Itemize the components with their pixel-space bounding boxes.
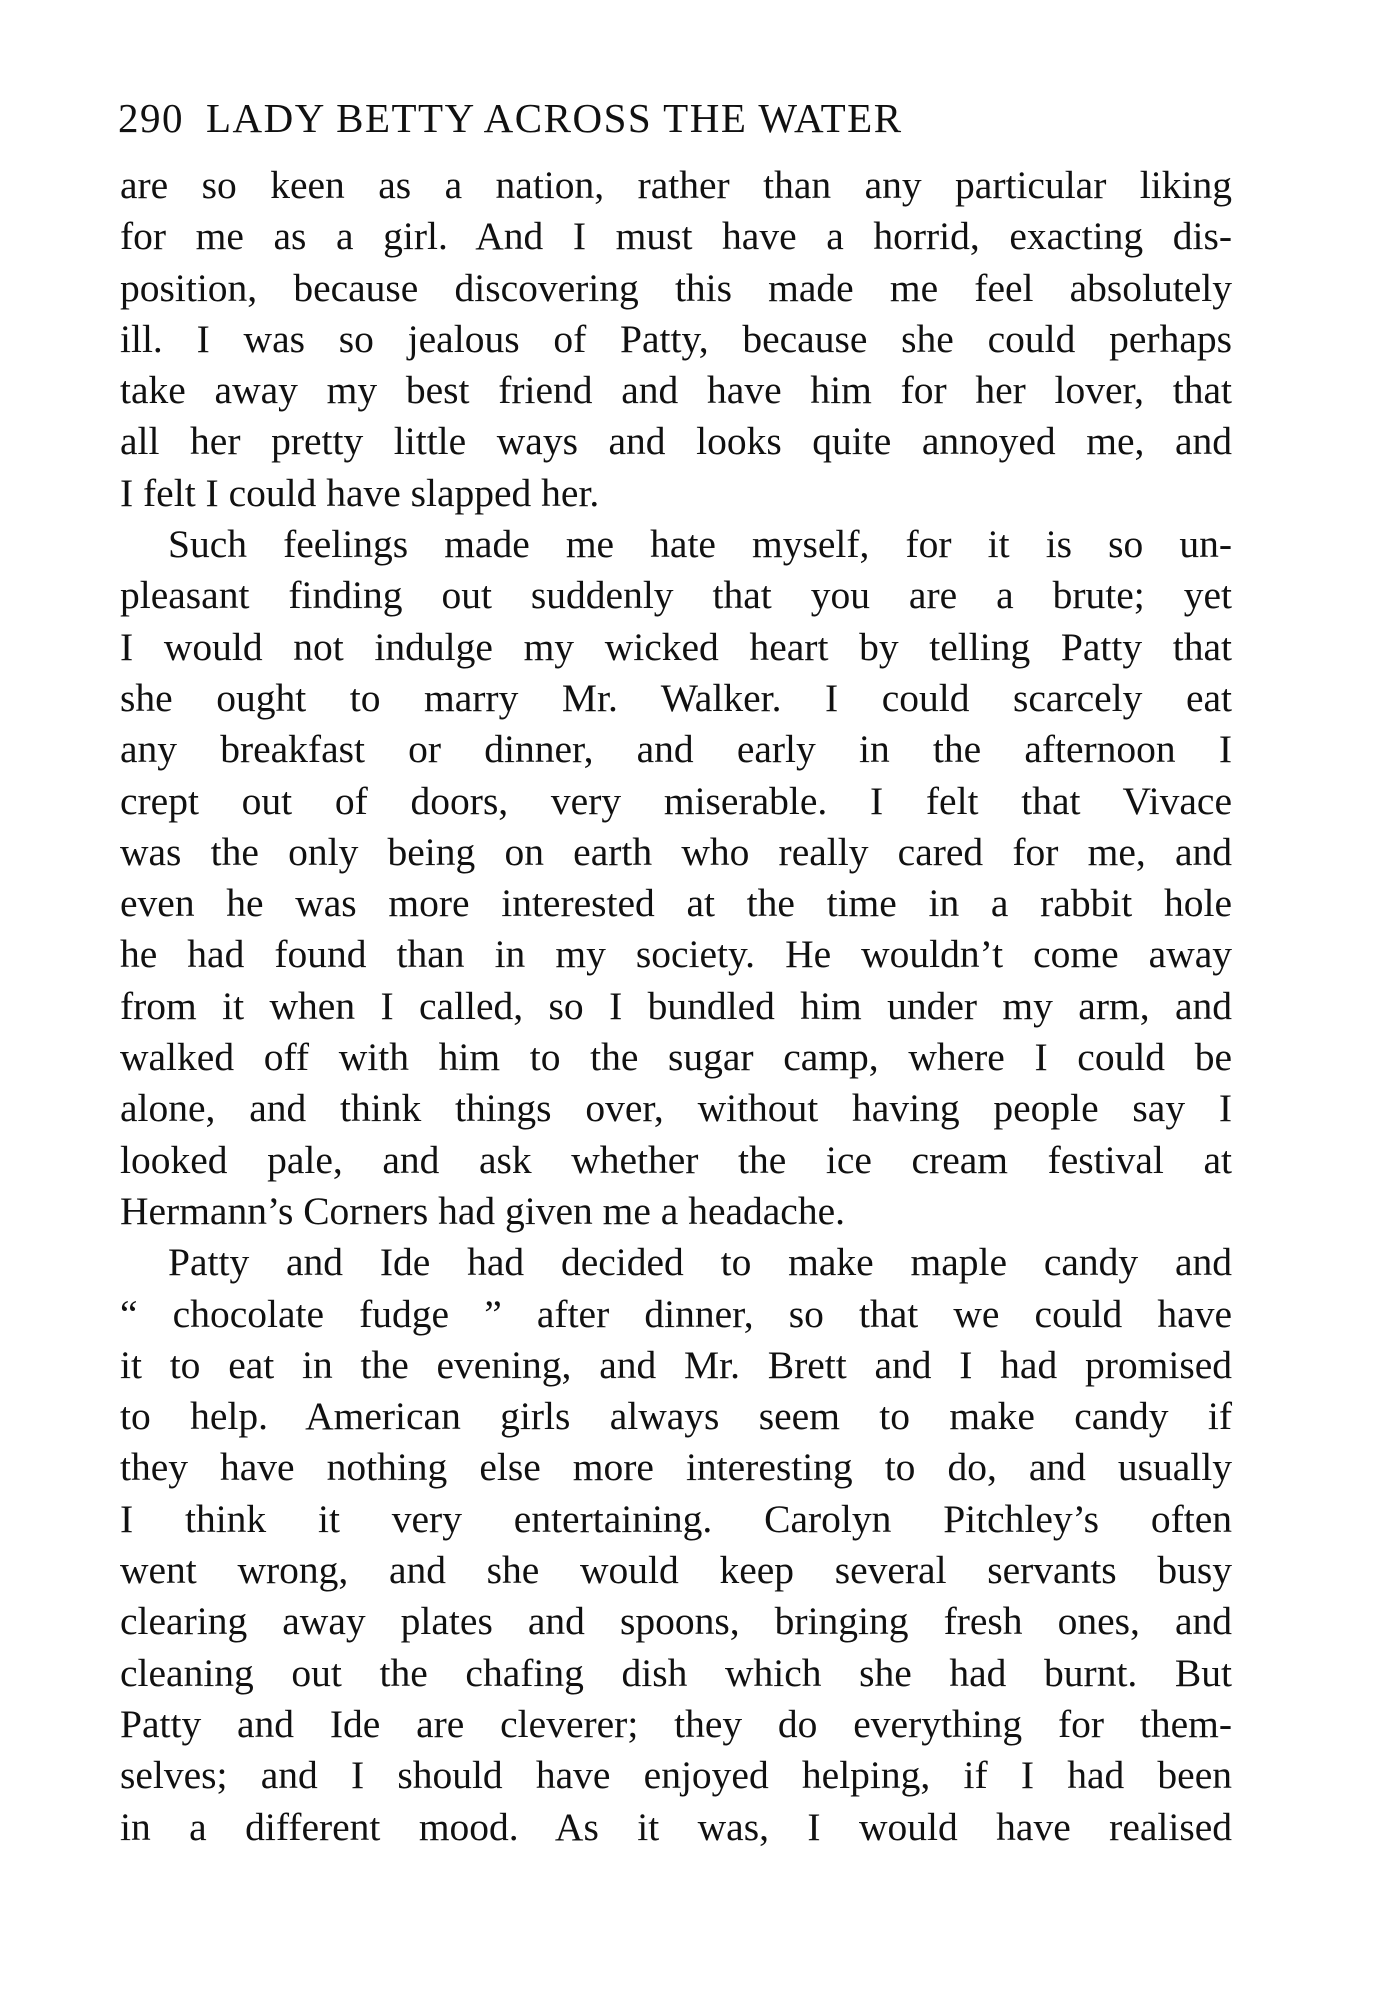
text-line: it to eat in the evening, and Mr. Brett and I had promised [120,1342,1232,1387]
text-line: walked off with him to the sugar camp, where I could be [120,1035,1232,1080]
text-line: position, because discovering this made me feel absolutely [120,265,1232,310]
text-line: pleasant finding out suddenly that you are a brute; yet [120,573,1232,618]
text-line: take away my best friend and have him for her lover, that [120,368,1232,413]
text-line: all her pretty little ways and looks quite annoyed me, and [120,419,1232,464]
text-line: selves; and I should have enjoyed helping, if I had been [120,1753,1232,1798]
text-line: Hermann’s Corners had given me a headache. [120,1188,845,1233]
text-line: Patty and Ide had decided to make maple candy and [168,1240,1232,1285]
text-line: was the only being on earth who really cared for me, and [120,829,1232,874]
text-line: looked pale, and ask whether the ice cream festival at [120,1137,1232,1182]
text-line: Such feelings made me hate myself, for it is so un- [168,522,1232,567]
paragraph-2 [120,519,1232,1237]
paragraph-1 [120,160,1232,519]
text-line: “ chocolate fudge ” after dinner, so that we could have [120,1291,1232,1336]
running-header [118,88,1138,148]
text-line: ill. I was so jealous of Patty, because she could perhaps [120,316,1232,361]
text-line: alone, and think things over, without having people say I [120,1086,1232,1131]
page-number: 290 [118,95,184,141]
text-line: in a different mood. As it was, I would have realised [120,1804,1232,1849]
text-line: cleaning out the chafing dish which she had burnt. But [120,1650,1232,1695]
body-text [120,160,1232,1853]
text-line: to help. American girls always seem to make candy if [120,1394,1232,1439]
text-line: from it when I called, so I bundled him under my arm, and [120,983,1232,1028]
text-line: are so keen as a nation, rather than any particular liking [120,163,1232,207]
text-line: she ought to marry Mr. Walker. I could scarcely eat [120,675,1232,720]
text-line: clearing away plates and spoons, bringing fresh ones, and [120,1599,1232,1644]
text-line: even he was more interested at the time in a rabbit hole [120,881,1232,926]
text-line: I would not indulge my wicked heart by telling Patty that [120,624,1232,669]
text-line: crept out of doors, very miserable. I felt that Vivace [120,778,1232,823]
text-line: he had found than in my society. He wouldn’t come away [120,932,1232,977]
running-title: LADY BETTY ACROSS THE WATER [206,95,903,141]
text-line: any breakfast or dinner, and early in the afternoon I [120,727,1232,772]
text-line: I think it very entertaining. Carolyn Pitchley’s often [120,1496,1232,1541]
text-line: went wrong, and she would keep several servants busy [120,1548,1232,1593]
text-line: for me as a girl. And I must have a horrid, exacting dis- [120,214,1232,259]
paragraph-3 [120,1237,1232,1853]
text-line: Patty and Ide are cleverer; they do everything for them- [120,1701,1232,1746]
text-line: they have nothing else more interesting to do, and usually [120,1445,1232,1490]
text-line: I felt I could have slapped her. [120,470,600,515]
